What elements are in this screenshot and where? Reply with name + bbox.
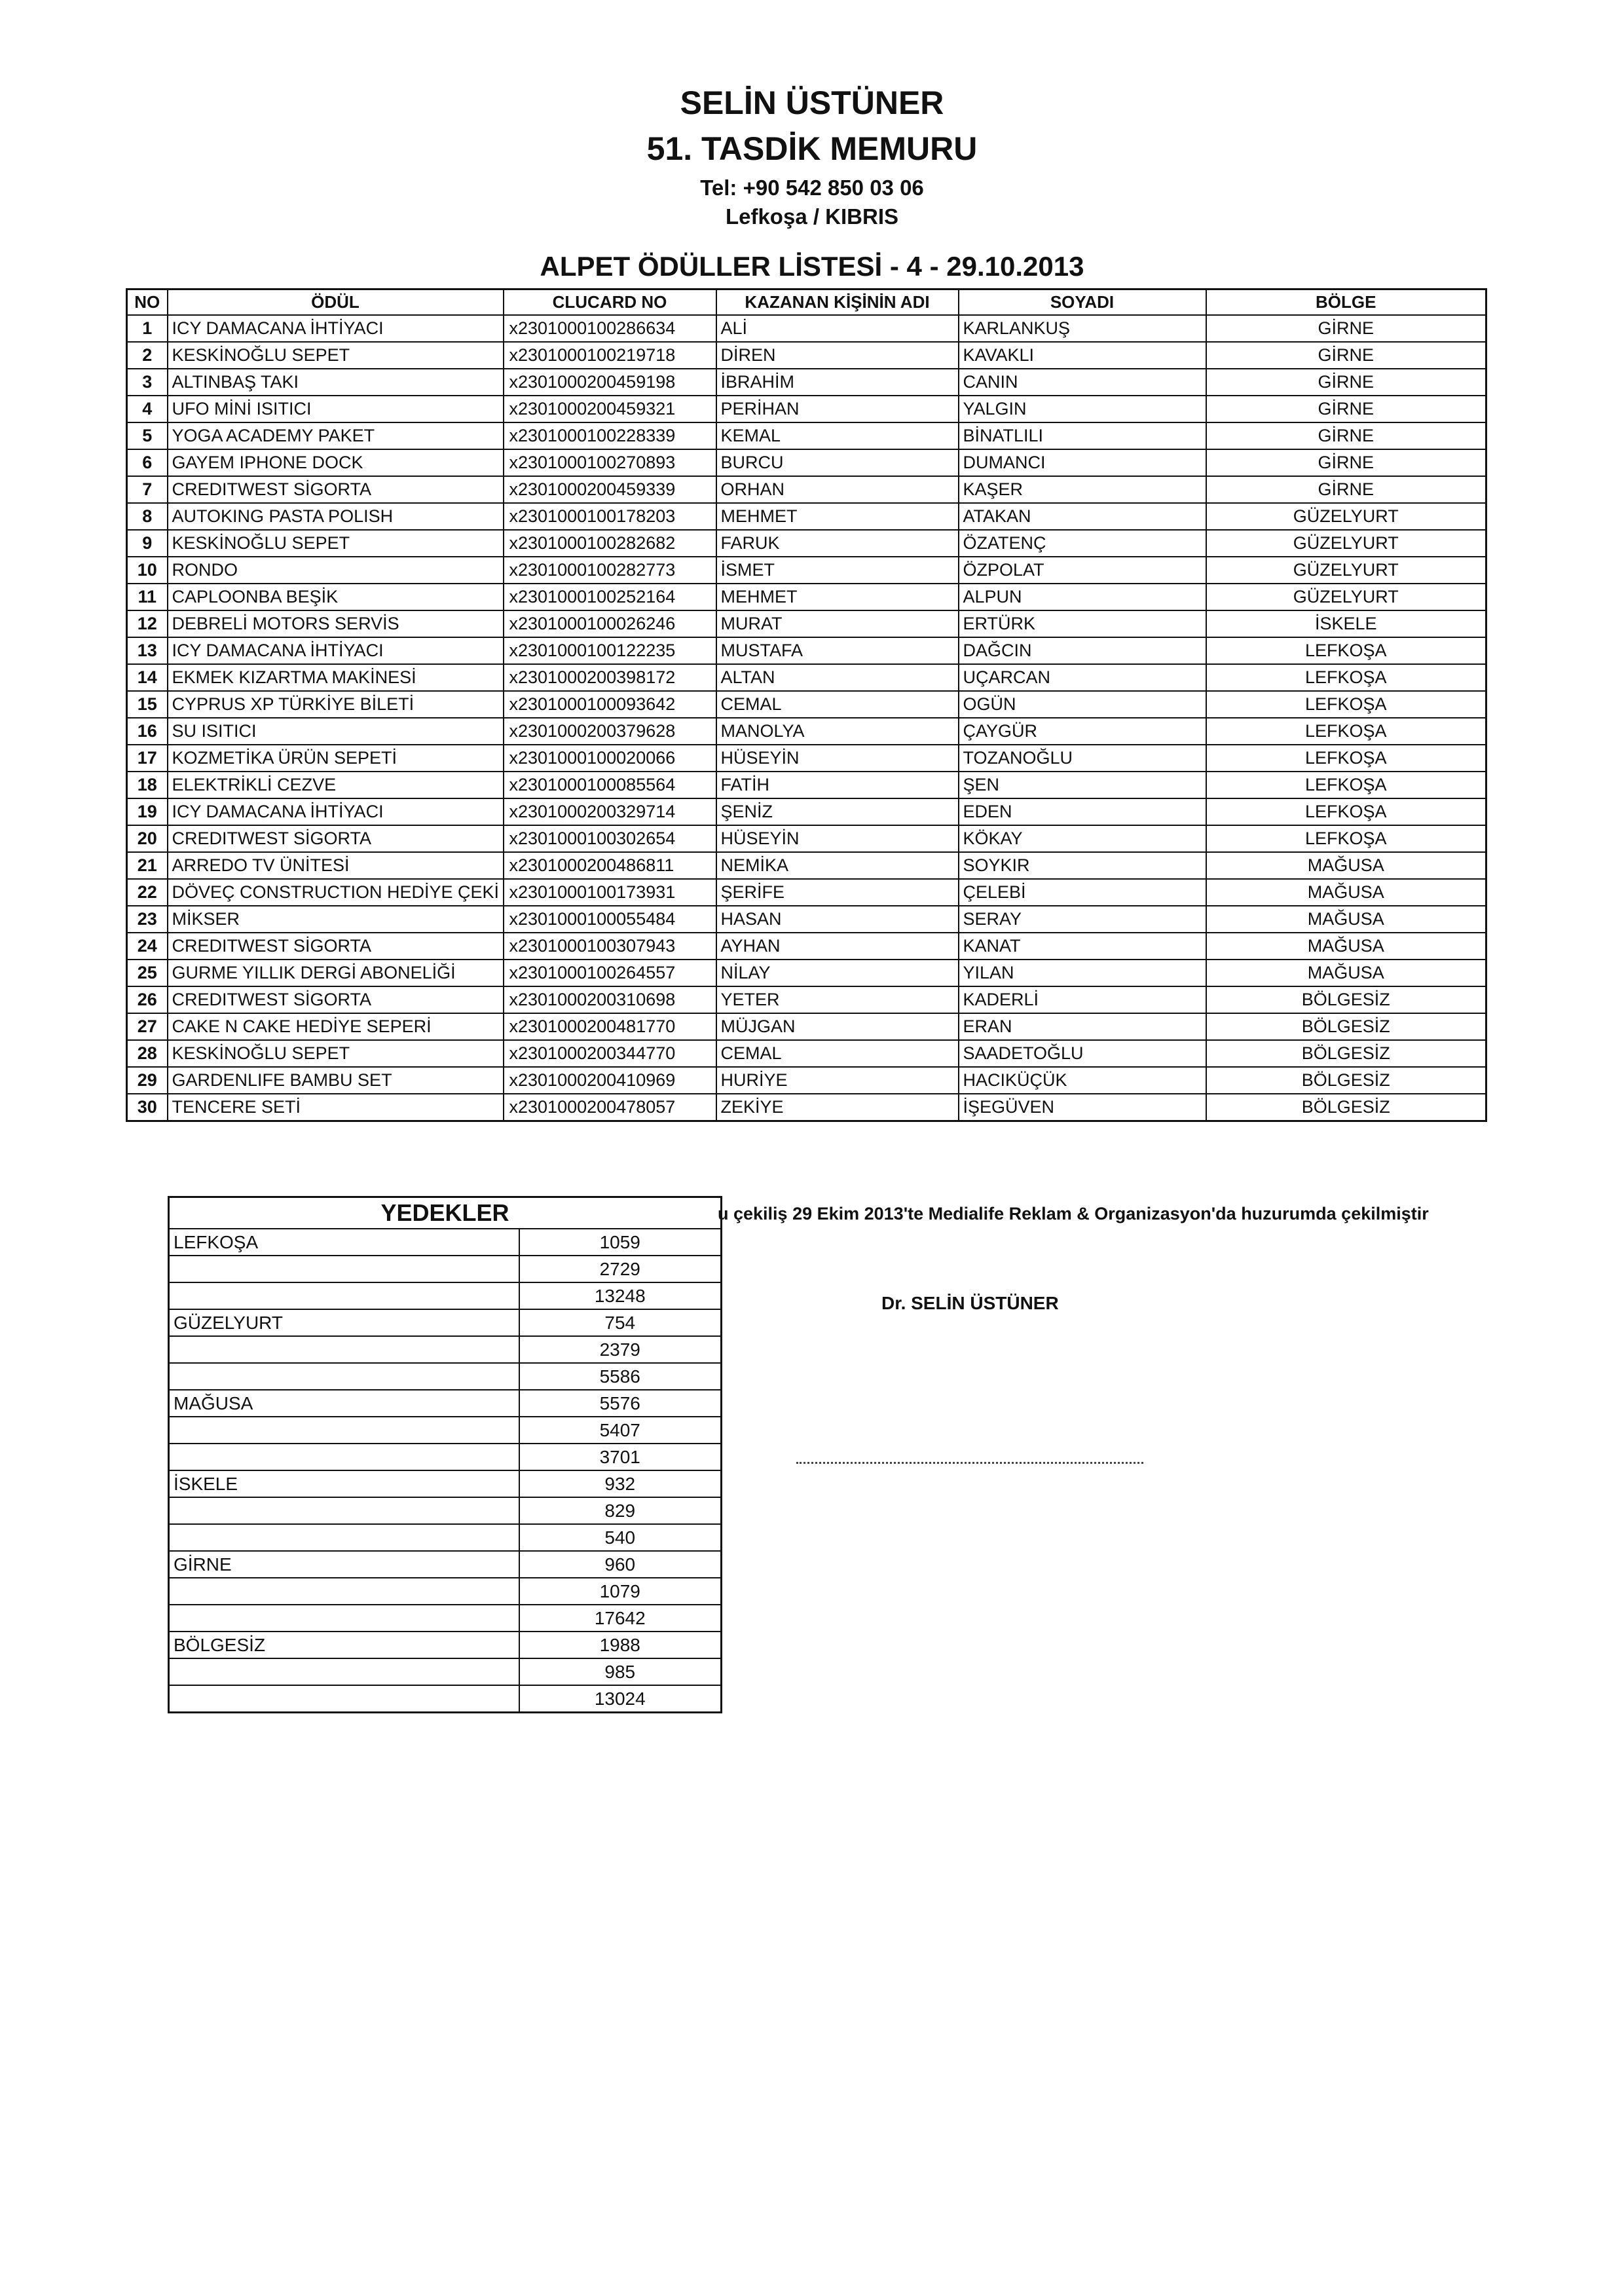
table-row bbox=[127, 422, 1486, 449]
table-row bbox=[127, 852, 1486, 879]
card-number-cell: x2301000100020066 bbox=[504, 745, 716, 772]
prize-cell: RONDO bbox=[168, 557, 504, 584]
table-row bbox=[127, 986, 1486, 1013]
reserve-region-cell: GÜZELYURT bbox=[169, 1309, 519, 1336]
reserve-number-cell: 960 bbox=[519, 1551, 722, 1578]
prize-cell: CREDITWEST SİGORTA bbox=[168, 933, 504, 960]
reserve-number-cell: 2379 bbox=[519, 1336, 722, 1363]
region-cell: İSKELE bbox=[1206, 610, 1486, 637]
winner-name-cell: KEMAL bbox=[716, 422, 959, 449]
surname-cell: ÇAYGÜR bbox=[959, 718, 1206, 745]
table-row bbox=[127, 1094, 1486, 1121]
prize-cell: ARREDO TV ÜNİTESİ bbox=[168, 852, 504, 879]
reserve-number-cell: 1079 bbox=[519, 1578, 722, 1605]
row-number: 12 bbox=[127, 610, 168, 637]
row-number: 26 bbox=[127, 986, 168, 1013]
reserve-number-cell: 985 bbox=[519, 1658, 722, 1685]
reserve-number-cell: 754 bbox=[519, 1309, 722, 1336]
row-number: 28 bbox=[127, 1040, 168, 1067]
row-number: 19 bbox=[127, 798, 168, 825]
region-cell: LEFKOŞA bbox=[1206, 772, 1486, 798]
row-number: 4 bbox=[127, 396, 168, 422]
surname-cell: DAĞCIN bbox=[959, 637, 1206, 664]
card-number-cell: x2301000200410969 bbox=[504, 1067, 716, 1094]
card-number-cell: x2301000200329714 bbox=[504, 798, 716, 825]
card-number-cell: x2301000100026246 bbox=[504, 610, 716, 637]
reserve-region-cell bbox=[169, 1497, 519, 1524]
winner-name-cell: DİREN bbox=[716, 342, 959, 369]
card-number-cell: x2301000100093642 bbox=[504, 691, 716, 718]
surname-cell: YALGIN bbox=[959, 396, 1206, 422]
reserve-row bbox=[169, 1632, 722, 1658]
table-row bbox=[127, 342, 1486, 369]
region-cell: MAĞUSA bbox=[1206, 879, 1486, 906]
winner-name-cell: ZEKİYE bbox=[716, 1094, 959, 1121]
prize-cell: ELEKTRİKLİ CEZVE bbox=[168, 772, 504, 798]
table-row bbox=[127, 772, 1486, 798]
row-number: 22 bbox=[127, 879, 168, 906]
winner-name-cell: AYHAN bbox=[716, 933, 959, 960]
notary-phone: Tel: +90 542 850 03 06 bbox=[700, 176, 924, 200]
surname-cell: ALPUN bbox=[959, 584, 1206, 610]
reserve-row bbox=[169, 1470, 722, 1497]
surname-cell: ERAN bbox=[959, 1013, 1206, 1040]
reserve-row bbox=[169, 1524, 722, 1551]
prize-cell: GAYEM IPHONE DOCK bbox=[168, 449, 504, 476]
prize-cell: AUTOKING PASTA POLISH bbox=[168, 503, 504, 530]
reserve-row bbox=[169, 1658, 722, 1685]
surname-cell: KAŞER bbox=[959, 476, 1206, 503]
surname-cell: ERTÜRK bbox=[959, 610, 1206, 637]
prize-cell: CAPLOONBA BEŞİK bbox=[168, 584, 504, 610]
table-row bbox=[127, 906, 1486, 933]
region-cell: GÜZELYURT bbox=[1206, 584, 1486, 610]
winner-name-cell: MANOLYA bbox=[716, 718, 959, 745]
region-cell: GİRNE bbox=[1206, 449, 1486, 476]
table-row bbox=[127, 1013, 1486, 1040]
card-number-cell: x2301000100264557 bbox=[504, 960, 716, 986]
reserve-number-cell: 5576 bbox=[519, 1390, 722, 1417]
surname-cell: DUMANCI bbox=[959, 449, 1206, 476]
surname-cell: HACIKÜÇÜK bbox=[959, 1067, 1206, 1094]
notary-city: Lefkoşa / KIBRIS bbox=[725, 204, 899, 229]
col-header-surname: SOYADI bbox=[959, 289, 1206, 316]
row-number: 13 bbox=[127, 637, 168, 664]
surname-cell: İŞEGÜVEN bbox=[959, 1094, 1206, 1121]
prize-cell: CAKE N CAKE HEDİYE SEPERİ bbox=[168, 1013, 504, 1040]
table-row bbox=[127, 610, 1486, 637]
winner-name-cell: HURİYE bbox=[716, 1067, 959, 1094]
reserve-region-cell bbox=[169, 1605, 519, 1632]
region-cell: MAĞUSA bbox=[1206, 852, 1486, 879]
card-number-cell: x2301000200310698 bbox=[504, 986, 716, 1013]
surname-cell: SOYKIR bbox=[959, 852, 1206, 879]
surname-cell: SAADETOĞLU bbox=[959, 1040, 1206, 1067]
reserve-number-cell: 1988 bbox=[519, 1632, 722, 1658]
prize-cell: TENCERE SETİ bbox=[168, 1094, 504, 1121]
reserve-number-cell: 5586 bbox=[519, 1363, 722, 1390]
prize-cell: CYPRUS XP TÜRKİYE BİLETİ bbox=[168, 691, 504, 718]
card-number-cell: x2301000100122235 bbox=[504, 637, 716, 664]
winner-name-cell: HASAN bbox=[716, 906, 959, 933]
region-cell: LEFKOŞA bbox=[1206, 637, 1486, 664]
winner-name-cell: MEHMET bbox=[716, 503, 959, 530]
reserve-number-cell: 13024 bbox=[519, 1685, 722, 1713]
card-number-cell: x2301000200344770 bbox=[504, 1040, 716, 1067]
surname-cell: UÇARCAN bbox=[959, 664, 1206, 691]
region-cell: GİRNE bbox=[1206, 396, 1486, 422]
reserve-region-cell: BÖLGESİZ bbox=[169, 1632, 519, 1658]
table-row bbox=[127, 557, 1486, 584]
region-cell: GİRNE bbox=[1206, 476, 1486, 503]
surname-cell: ŞEN bbox=[959, 772, 1206, 798]
winner-name-cell: ŞENİZ bbox=[716, 798, 959, 825]
table-row bbox=[127, 584, 1486, 610]
region-cell: GİRNE bbox=[1206, 369, 1486, 396]
row-number: 23 bbox=[127, 906, 168, 933]
reserve-row bbox=[169, 1578, 722, 1605]
row-number: 7 bbox=[127, 476, 168, 503]
reserves-title: YEDEKLER bbox=[169, 1197, 722, 1229]
notary-name: SELİN ÜSTÜNER bbox=[680, 84, 944, 121]
winner-name-cell: İBRAHİM bbox=[716, 369, 959, 396]
prize-cell: KOZMETİKA ÜRÜN SEPETİ bbox=[168, 745, 504, 772]
card-number-cell: x2301000100270893 bbox=[504, 449, 716, 476]
winner-name-cell: ORHAN bbox=[716, 476, 959, 503]
surname-cell: EDEN bbox=[959, 798, 1206, 825]
surname-cell: BİNATLILI bbox=[959, 422, 1206, 449]
prize-cell: SU ISITICI bbox=[168, 718, 504, 745]
table-row bbox=[127, 745, 1486, 772]
surname-cell: KAVAKLI bbox=[959, 342, 1206, 369]
region-cell: BÖLGESİZ bbox=[1206, 1067, 1486, 1094]
table-row bbox=[127, 530, 1486, 557]
winner-name-cell: CEMAL bbox=[716, 691, 959, 718]
card-number-cell: x2301000100178203 bbox=[504, 503, 716, 530]
col-header-card: CLUCARD NO bbox=[504, 289, 716, 316]
winner-name-cell: ALİ bbox=[716, 315, 959, 342]
winner-name-cell: MUSTAFA bbox=[716, 637, 959, 664]
card-number-cell: x2301000100282773 bbox=[504, 557, 716, 584]
reserve-row bbox=[169, 1605, 722, 1632]
region-cell: BÖLGESİZ bbox=[1206, 1040, 1486, 1067]
row-number: 3 bbox=[127, 369, 168, 396]
card-number-cell: x2301000100302654 bbox=[504, 825, 716, 852]
surname-cell: KÖKAY bbox=[959, 825, 1206, 852]
table-row bbox=[127, 1040, 1486, 1067]
row-number: 29 bbox=[127, 1067, 168, 1094]
winner-name-cell: PERİHAN bbox=[716, 396, 959, 422]
row-number: 14 bbox=[127, 664, 168, 691]
region-cell: MAĞUSA bbox=[1206, 906, 1486, 933]
winner-name-cell: YETER bbox=[716, 986, 959, 1013]
row-number: 24 bbox=[127, 933, 168, 960]
region-cell: LEFKOŞA bbox=[1206, 691, 1486, 718]
table-row bbox=[127, 396, 1486, 422]
region-cell: BÖLGESİZ bbox=[1206, 1013, 1486, 1040]
reserve-row bbox=[169, 1336, 722, 1363]
table-row bbox=[127, 960, 1486, 986]
reserve-row bbox=[169, 1497, 722, 1524]
card-number-cell: x2301000200459198 bbox=[504, 369, 716, 396]
table-row bbox=[127, 798, 1486, 825]
card-number-cell: x2301000200459321 bbox=[504, 396, 716, 422]
surname-cell: OGÜN bbox=[959, 691, 1206, 718]
reserve-region-cell bbox=[169, 1685, 519, 1713]
col-header-region: BÖLGE bbox=[1206, 289, 1486, 316]
winner-name-cell: MEHMET bbox=[716, 584, 959, 610]
prize-cell: KESKİNOĞLU SEPET bbox=[168, 1040, 504, 1067]
reserve-region-cell: İSKELE bbox=[169, 1470, 519, 1497]
row-number: 8 bbox=[127, 503, 168, 530]
winner-name-cell: HÜSEYİN bbox=[716, 825, 959, 852]
winner-name-cell: FATİH bbox=[716, 772, 959, 798]
table-row bbox=[127, 664, 1486, 691]
card-number-cell: x2301000200398172 bbox=[504, 664, 716, 691]
row-number: 21 bbox=[127, 852, 168, 879]
prize-cell: EKMEK KIZARTMA MAKİNESİ bbox=[168, 664, 504, 691]
surname-cell: ÖZPOLAT bbox=[959, 557, 1206, 584]
card-number-cell: x2301000200481770 bbox=[504, 1013, 716, 1040]
winner-name-cell: NİLAY bbox=[716, 960, 959, 986]
winner-name-cell: CEMAL bbox=[716, 1040, 959, 1067]
region-cell: LEFKOŞA bbox=[1206, 664, 1486, 691]
reserve-region-cell bbox=[169, 1282, 519, 1309]
card-number-cell: x2301000100252164 bbox=[504, 584, 716, 610]
region-cell: GÜZELYURT bbox=[1206, 557, 1486, 584]
card-number-cell: x2301000100219718 bbox=[504, 342, 716, 369]
region-cell: BÖLGESİZ bbox=[1206, 1094, 1486, 1121]
region-cell: LEFKOŞA bbox=[1206, 798, 1486, 825]
table-row bbox=[127, 825, 1486, 852]
region-cell: GÜZELYURT bbox=[1206, 503, 1486, 530]
reserve-number-cell: 1059 bbox=[519, 1229, 722, 1256]
card-number-cell: x2301000100055484 bbox=[504, 906, 716, 933]
reserve-row bbox=[169, 1309, 722, 1336]
row-number: 20 bbox=[127, 825, 168, 852]
region-cell: MAĞUSA bbox=[1206, 933, 1486, 960]
reserve-region-cell bbox=[169, 1363, 519, 1390]
row-number: 15 bbox=[127, 691, 168, 718]
row-number: 25 bbox=[127, 960, 168, 986]
signer-name: Dr. SELİN ÜSTÜNER bbox=[881, 1293, 1059, 1313]
winner-name-cell: MÜJGAN bbox=[716, 1013, 959, 1040]
reserve-number-cell: 3701 bbox=[519, 1444, 722, 1470]
surname-cell: KADERLİ bbox=[959, 986, 1206, 1013]
region-cell: LEFKOŞA bbox=[1206, 825, 1486, 852]
surname-cell: ÖZATENÇ bbox=[959, 530, 1206, 557]
region-cell: LEFKOŞA bbox=[1206, 718, 1486, 745]
surname-cell: TOZANOĞLU bbox=[959, 745, 1206, 772]
surname-cell: KARLANKUŞ bbox=[959, 315, 1206, 342]
card-number-cell: x2301000200379628 bbox=[504, 718, 716, 745]
winner-name-cell: BURCU bbox=[716, 449, 959, 476]
prize-cell: ALTINBAŞ TAKI bbox=[168, 369, 504, 396]
region-cell: GİRNE bbox=[1206, 315, 1486, 342]
card-number-cell: x2301000100282682 bbox=[504, 530, 716, 557]
surname-cell: CANIN bbox=[959, 369, 1206, 396]
reserve-row bbox=[169, 1390, 722, 1417]
row-number: 27 bbox=[127, 1013, 168, 1040]
surname-cell: SERAY bbox=[959, 906, 1206, 933]
surname-cell: KANAT bbox=[959, 933, 1206, 960]
card-number-cell: x2301000100307943 bbox=[504, 933, 716, 960]
region-cell: BÖLGESİZ bbox=[1206, 986, 1486, 1013]
row-number: 6 bbox=[127, 449, 168, 476]
reserve-number-cell: 5407 bbox=[519, 1417, 722, 1444]
winner-name-cell: MURAT bbox=[716, 610, 959, 637]
reserve-row bbox=[169, 1363, 722, 1390]
winner-name-cell: ŞERİFE bbox=[716, 879, 959, 906]
surname-cell: YILAN bbox=[959, 960, 1206, 986]
card-number-cell: x2301000100173931 bbox=[504, 879, 716, 906]
region-cell: GİRNE bbox=[1206, 422, 1486, 449]
table-row bbox=[127, 933, 1486, 960]
card-number-cell: x2301000100228339 bbox=[504, 422, 716, 449]
reserve-region-cell: LEFKOŞA bbox=[169, 1229, 519, 1256]
table-row bbox=[127, 503, 1486, 530]
reserve-region-cell: GİRNE bbox=[169, 1551, 519, 1578]
reserve-row bbox=[169, 1229, 722, 1256]
card-number-cell: x2301000100286634 bbox=[504, 315, 716, 342]
prize-cell: ICY DAMACANA İHTİYACI bbox=[168, 637, 504, 664]
reserve-region-cell: MAĞUSA bbox=[169, 1390, 519, 1417]
prize-cell: DÖVEÇ CONSTRUCTION HEDİYE ÇEKİ bbox=[168, 879, 504, 906]
prize-cell: CREDITWEST SİGORTA bbox=[168, 986, 504, 1013]
winner-name-cell: HÜSEYİN bbox=[716, 745, 959, 772]
row-number: 2 bbox=[127, 342, 168, 369]
reserve-region-cell bbox=[169, 1336, 519, 1363]
row-number: 18 bbox=[127, 772, 168, 798]
prize-cell: GARDENLIFE BAMBU SET bbox=[168, 1067, 504, 1094]
prize-cell: DEBRELİ MOTORS SERVİS bbox=[168, 610, 504, 637]
col-header-no: NO bbox=[127, 289, 168, 316]
winner-name-cell: ALTAN bbox=[716, 664, 959, 691]
list-title: ALPET ÖDÜLLER LİSTESİ - 4 - 29.10.2013 bbox=[540, 251, 1084, 282]
reserve-region-cell bbox=[169, 1256, 519, 1282]
prize-cell: GURME YILLIK DERGİ ABONELİĞİ bbox=[168, 960, 504, 986]
prize-cell: UFO MİNİ ISITICI bbox=[168, 396, 504, 422]
table-row bbox=[127, 476, 1486, 503]
region-cell: GİRNE bbox=[1206, 342, 1486, 369]
table-row bbox=[127, 449, 1486, 476]
reserve-row bbox=[169, 1551, 722, 1578]
row-number: 9 bbox=[127, 530, 168, 557]
row-number: 11 bbox=[127, 584, 168, 610]
table-row bbox=[127, 637, 1486, 664]
reserve-region-cell bbox=[169, 1578, 519, 1605]
notary-statement: u çekiliş 29 Ekim 2013'te Medialife Reklam & Organizasyon'da huzurumda çekilmiştir bbox=[718, 1204, 1429, 1223]
prize-cell: KESKİNOĞLU SEPET bbox=[168, 342, 504, 369]
reserve-row bbox=[169, 1444, 722, 1470]
card-number-cell: x2301000200486811 bbox=[504, 852, 716, 879]
row-number: 5 bbox=[127, 422, 168, 449]
reserve-row bbox=[169, 1685, 722, 1713]
row-number: 1 bbox=[127, 315, 168, 342]
table-row bbox=[127, 691, 1486, 718]
row-number: 10 bbox=[127, 557, 168, 584]
table-row bbox=[127, 1067, 1486, 1094]
winner-name-cell: FARUK bbox=[716, 530, 959, 557]
reserve-region-cell bbox=[169, 1417, 519, 1444]
winners-table bbox=[126, 288, 1487, 1122]
prize-cell: ICY DAMACANA İHTİYACI bbox=[168, 798, 504, 825]
prize-cell: CREDITWEST SİGORTA bbox=[168, 825, 504, 852]
region-cell: MAĞUSA bbox=[1206, 960, 1486, 986]
prize-cell: CREDITWEST SİGORTA bbox=[168, 476, 504, 503]
reserve-row bbox=[169, 1417, 722, 1444]
row-number: 16 bbox=[127, 718, 168, 745]
notary-title: 51. TASDİK MEMURU bbox=[646, 130, 978, 167]
row-number: 17 bbox=[127, 745, 168, 772]
reserve-row bbox=[169, 1282, 722, 1309]
card-number-cell: x2301000200478057 bbox=[504, 1094, 716, 1121]
reserve-region-cell bbox=[169, 1444, 519, 1470]
reserves-table bbox=[168, 1196, 722, 1713]
table-row bbox=[127, 879, 1486, 906]
card-number-cell: x2301000100085564 bbox=[504, 772, 716, 798]
reserve-number-cell: 13248 bbox=[519, 1282, 722, 1309]
winners-header-row bbox=[127, 289, 1486, 316]
reserve-number-cell: 17642 bbox=[519, 1605, 722, 1632]
signature-line bbox=[796, 1462, 1143, 1464]
table-row bbox=[127, 718, 1486, 745]
reserves-header-row bbox=[169, 1197, 722, 1229]
col-header-winner-name: KAZANAN KİŞİNİN ADI bbox=[716, 289, 959, 316]
surname-cell: ATAKAN bbox=[959, 503, 1206, 530]
prize-cell: YOGA ACADEMY PAKET bbox=[168, 422, 504, 449]
reserve-number-cell: 2729 bbox=[519, 1256, 722, 1282]
row-number: 30 bbox=[127, 1094, 168, 1121]
table-row bbox=[127, 315, 1486, 342]
prize-cell: KESKİNOĞLU SEPET bbox=[168, 530, 504, 557]
region-cell: LEFKOŞA bbox=[1206, 745, 1486, 772]
winner-name-cell: NEMİKA bbox=[716, 852, 959, 879]
table-row bbox=[127, 369, 1486, 396]
card-number-cell: x2301000200459339 bbox=[504, 476, 716, 503]
reserve-region-cell bbox=[169, 1524, 519, 1551]
reserve-number-cell: 932 bbox=[519, 1470, 722, 1497]
reserve-row bbox=[169, 1256, 722, 1282]
region-cell: GÜZELYURT bbox=[1206, 530, 1486, 557]
reserve-number-cell: 829 bbox=[519, 1497, 722, 1524]
reserve-number-cell: 540 bbox=[519, 1524, 722, 1551]
winner-name-cell: İSMET bbox=[716, 557, 959, 584]
prize-cell: ICY DAMACANA İHTİYACI bbox=[168, 315, 504, 342]
col-header-prize: ÖDÜL bbox=[168, 289, 504, 316]
prize-cell: MİKSER bbox=[168, 906, 504, 933]
surname-cell: ÇELEBİ bbox=[959, 879, 1206, 906]
reserve-region-cell bbox=[169, 1658, 519, 1685]
